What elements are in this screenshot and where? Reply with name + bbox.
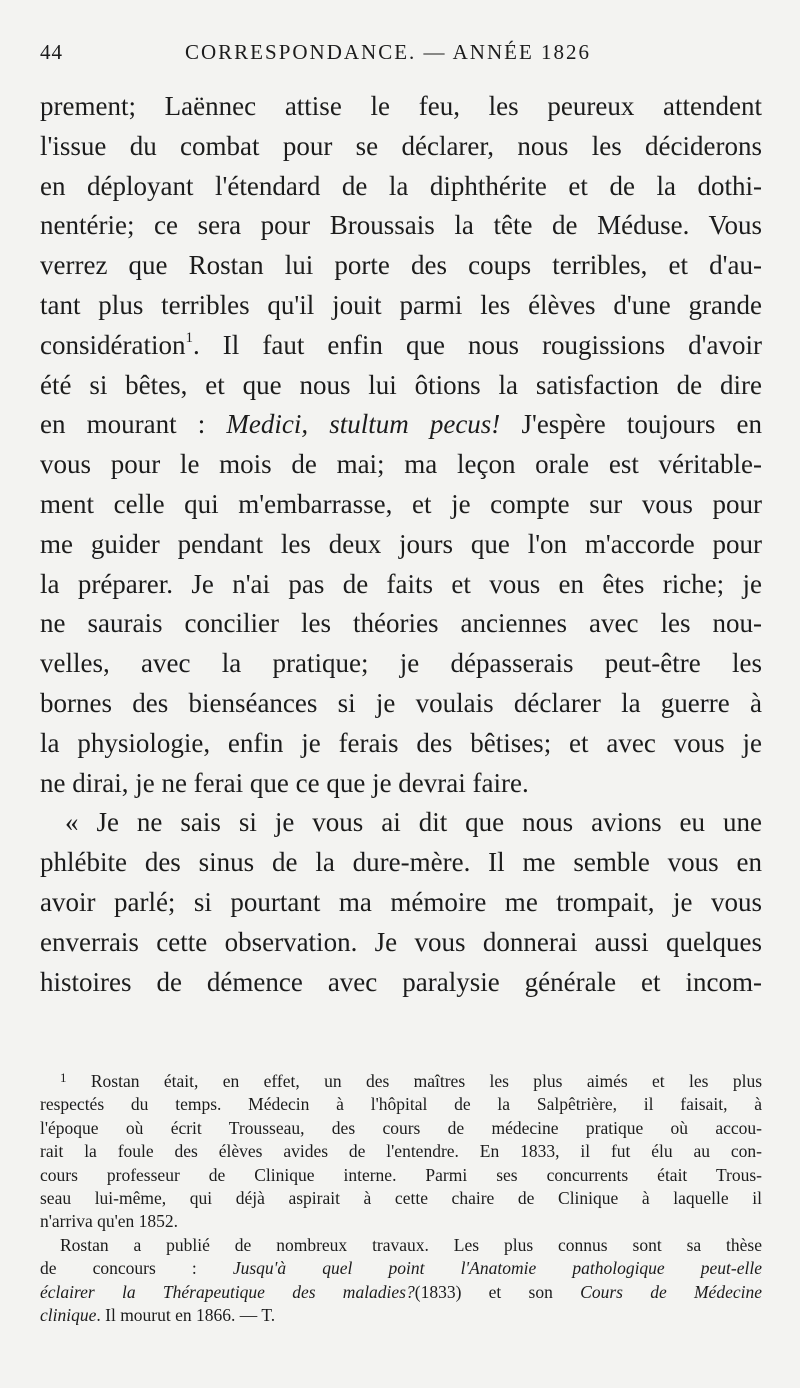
text-segment: (1833) et son	[414, 1281, 553, 1302]
footnote-line: rait la foule des élèves avides de l'entendre. En 1833, il fut élu au con-	[40, 1141, 762, 1162]
thesis-title: éclairer la Thérapeutique des maladies?	[40, 1281, 415, 1302]
text-line: histoires de démence avec paralysie générale et incom-	[40, 966, 762, 997]
text-line	[40, 326, 762, 366]
text-line: « Je ne sais si je vous ai dit que nous avions eu une	[65, 807, 762, 838]
text-line	[40, 405, 762, 445]
text-line: la physiologie, enfin je ferais des bêtises; et avec vous je	[40, 727, 762, 758]
footnotes	[40, 1070, 762, 1327]
footnote-line: n'arriva qu'en 1852.	[40, 1211, 179, 1232]
text-line: l'issue du combat pour se déclarer, nous les déciderons	[40, 130, 762, 161]
text-segment: considération	[40, 329, 186, 360]
text-line: ne saurais concilier les théories anciennes avec les nou-	[40, 608, 762, 639]
text-line: vous pour le mois de mai; ma leçon orale est véritable-	[40, 449, 762, 480]
text-line: été si bêtes, et que nous lui ôtions la satisfaction de dire	[40, 369, 762, 400]
footnote-line: cours professeur de Clinique interne. Parmi ses concurrents était Trous-	[40, 1164, 762, 1185]
latin-quote: Medici, stultum pecus!	[226, 409, 501, 440]
text-line: verrez que Rostan lui porte des coups terribles, et d'au-	[40, 250, 762, 281]
text-segment: J'espère toujours en	[521, 409, 763, 440]
text-segment: en mourant :	[40, 409, 206, 440]
footnote-line: l'époque où écrit Trousseau, des cours de médecine pratique où accou-	[40, 1117, 762, 1138]
footnote-line	[40, 1304, 762, 1327]
text-line: velles, avec la pratique; je dépasserais peut-être les	[40, 648, 762, 679]
footnote-number: 1	[60, 1070, 67, 1085]
page-number: 44	[40, 40, 63, 64]
text-line: ment celle qui m'embarrasse, et je compte sur vous pour	[40, 488, 762, 519]
book-title: clinique	[40, 1304, 97, 1325]
footnote-line: Rostan a publié de nombreux travaux. Les plus connus sont sa thèse	[60, 1234, 762, 1255]
text-segment: . Il mourut en 1866. — T.	[96, 1304, 276, 1325]
text-line: enverrais cette observation. Je vous donnerai aussi quelques	[40, 926, 762, 957]
text-line: nentérie; ce sera pour Broussais la tête de Méduse. Vous	[40, 210, 762, 241]
main-text	[40, 87, 762, 1002]
footnote-line	[40, 1070, 762, 1093]
running-head	[40, 40, 760, 70]
running-title: CORRESPONDANCE. — ANNÉE 1826	[185, 40, 592, 64]
thesis-title: Jusqu'à quel point l'Anatomie pathologique peut-elle	[232, 1258, 763, 1279]
text-line: tant plus terribles qu'il jouit parmi les élèves d'une grande	[40, 289, 762, 320]
text-line: phlébite des sinus de la dure-mère. Il me semble vous en	[40, 847, 762, 878]
text-line: bornes des bienséances si je voulais déclarer la guerre à	[40, 687, 762, 718]
text-line: ne dirai, je ne ferai que ce que je devrai faire.	[40, 767, 529, 798]
text-segment: de concours :	[40, 1258, 197, 1279]
text-segment: . Il faut enfin que nous rougissions d'avoir	[192, 329, 762, 360]
book-title: Cours de Médecine	[580, 1281, 762, 1302]
text-line: me guider pendant les deux jours que l'on m'accorde pour	[40, 528, 762, 559]
text-line: avoir parlé; si pourtant ma mémoire me trompait, je vous	[40, 886, 762, 917]
footnote-reference[interactable]: 1	[185, 329, 193, 346]
text-segment: Rostan était, en effet, un des maîtres les plus aimés et les plus	[90, 1071, 763, 1091]
text-line: prement; Laënnec attise le feu, les peureux attendent	[40, 91, 762, 121]
footnote-line	[40, 1281, 762, 1304]
footnote-line: seau lui-même, qui déjà aspirait à cette chaire de Clinique à laquelle il	[40, 1187, 762, 1208]
footnote-line	[40, 1257, 762, 1280]
text-line: en déployant l'étendard de la diphthérite et de la dothi-	[40, 170, 762, 201]
text-line: la préparer. Je n'ai pas de faits et vous en êtes riche; je	[40, 568, 762, 599]
footnote-line: respectés du temps. Médecin à l'hôpital de la Salpêtrière, il faisait, à	[40, 1094, 762, 1115]
